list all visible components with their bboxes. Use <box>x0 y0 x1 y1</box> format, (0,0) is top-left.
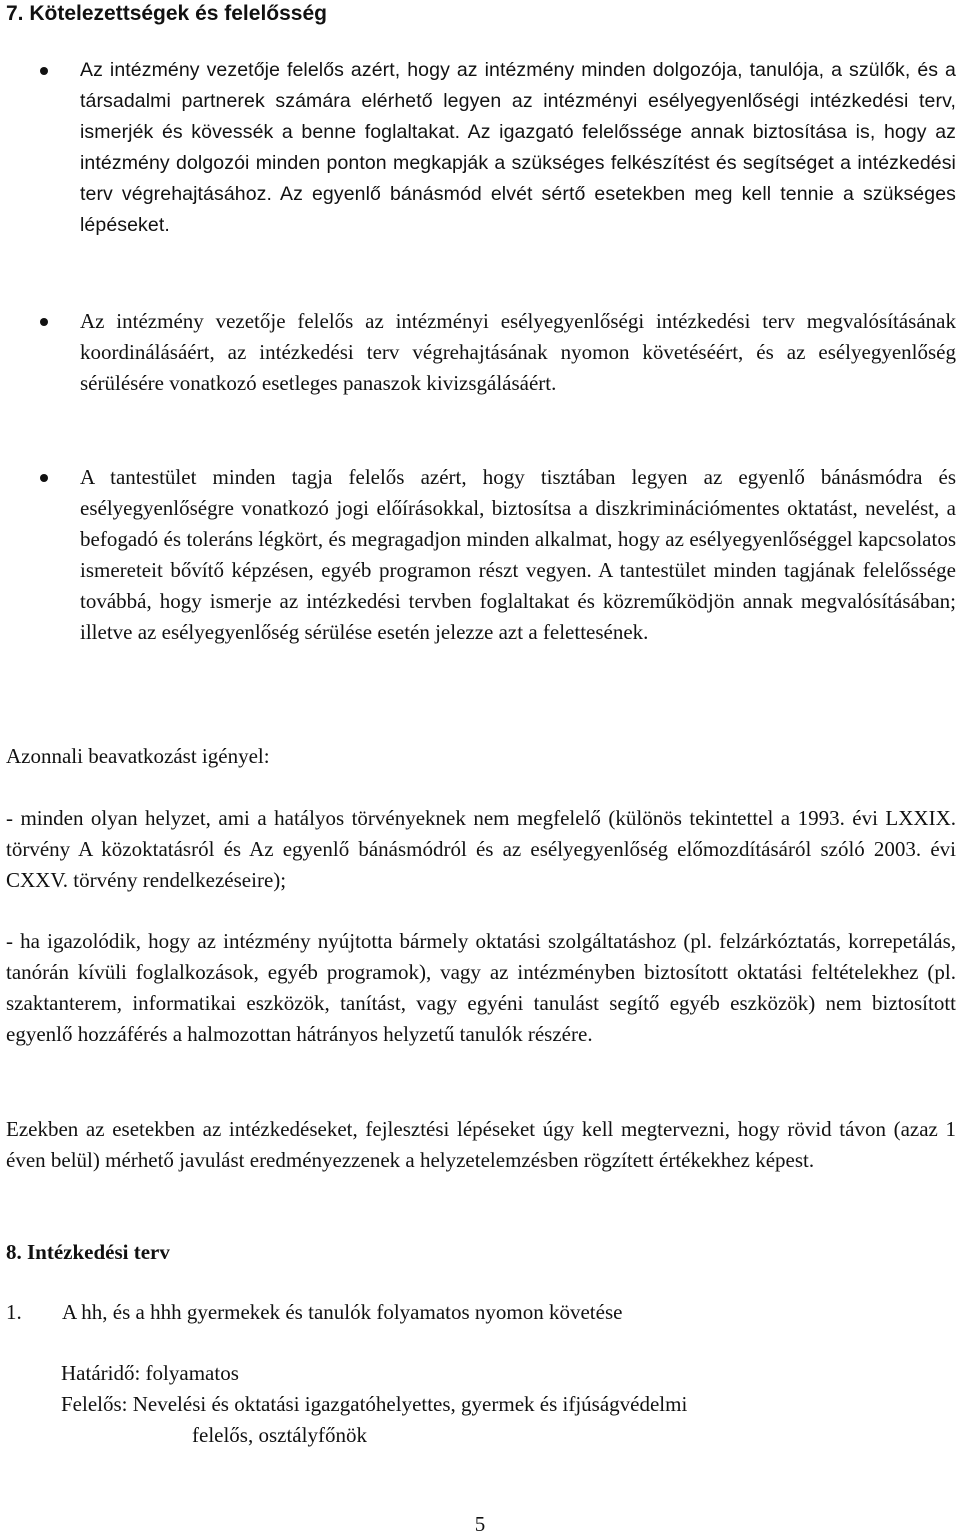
bullet-dot <box>40 318 48 326</box>
section-7-heading: 7. Kötelezettségek és felelősség <box>6 2 327 25</box>
task-deadline: Határidő: folyamatos <box>61 1361 239 1385</box>
section-8-heading: 8. Intézkedési terv <box>6 1240 170 1264</box>
task-number: 1. <box>6 1300 22 1324</box>
immediate-action-label: Azonnali beavatkozást igényel: <box>6 744 270 768</box>
bullet-text: Az intézmény vezetője felelős azért, hogy az intézmény minden dolgozója, tanulója, a szülők, és a társadalmi partnerek számára elérhető legyen az intézményi esélyegyenlőségi intézkedési terv, ismerjék és kövessék a benne foglaltakat. Az igazgató felelőssége annak biztosítása is, hogy az intézmény dolgozói minden ponton megkapják a szükséges felkészítést és segítséget a intézkedési terv végrehajtásához. Az egyenlő bánásmód elvét sértő esetekben meg kell tennie a szükséges lépéseket. <box>80 59 956 236</box>
task-responsible-continued: felelős, osztályfőnök <box>192 1423 367 1447</box>
immediate-item-2: - ha igazolódik, hogy az intézmény nyújtotta bármely oktatási szolgáltatáshoz (pl. felzárkóztatás, korrepetálás, tanórán kívüli foglalkozások, egyéb programok), vagy az intézményben biztosított oktatási feltételekhez (pl. szaktanterem, informatikai eszközök, tanítást, vagy egyéni tanulást segítő egyéb eszközök) nem biztosított egyenlő hozzáférés a halmozottan hátrányos helyzetű tanulók részére. <box>6 929 956 1046</box>
task-title: A hh, és a hhh gyermekek és tanulók folyamatos nyomon követése <box>62 1300 623 1324</box>
bullet-text: A tantestület minden tagja felelős azért, hogy tisztában legyen az egyenlő bánásmódra és esélyegyenlőségre vonatkozó jogi előírásokkal, biztosítsa a diszkriminációmentes oktatást, nevelést, a befogadó és toleráns légkört, és megragadjon minden alkalmat, hogy az esélyegyenlőséggel kapcsolatos ismereteit bővítő képzésen, egyéb programon részt vegyen. A tantestület minden tagjának felelőssége továbbá, hogy ismerje az intézkedési tervben foglaltakat és közreműködjön annak megvalósításában; illetve az esélyegyenlőség sérülése esetén jelezze azt a felettesének. <box>80 465 956 644</box>
page-number: 5 <box>474 1512 486 1536</box>
bullet-text: Az intézmény vezetője felelős az intézményi esélyegyenlőségi intézkedési terv megvalósításának koordinálásáért, az intézkedési terv végrehajtásának nyomon követéséért, és az esélyegyenlőség sérülésére vonatkozó esetleges panaszok kivizsgálásáért. <box>80 309 956 395</box>
bullet-dot <box>40 474 48 482</box>
bullet-dot <box>40 67 48 75</box>
closing-paragraph: Ezekben az esetekben az intézkedéseket, fejlesztési lépéseket úgy kell megtervezni, hogy rövid távon (azaz 1 éven belül) mérhető javulást eredményezzenek a helyzetelemzésben rögzített értékekhez képest. <box>6 1117 956 1172</box>
immediate-item-1: - minden olyan helyzet, ami a hatályos törvényeknek nem megfelelő (különös tekintettel a 1993. évi LXXIX. törvény A közoktatásról és Az egyenlő bánásmódról és az esélyegyenlőség előmozdításáról szóló 2003. évi CXXV. törvény rendelkezéseire); <box>6 806 956 892</box>
task-responsible: Felelős: Nevelési és oktatási igazgatóhelyettes, gyermek és ifjúságvédelmi <box>61 1392 688 1416</box>
